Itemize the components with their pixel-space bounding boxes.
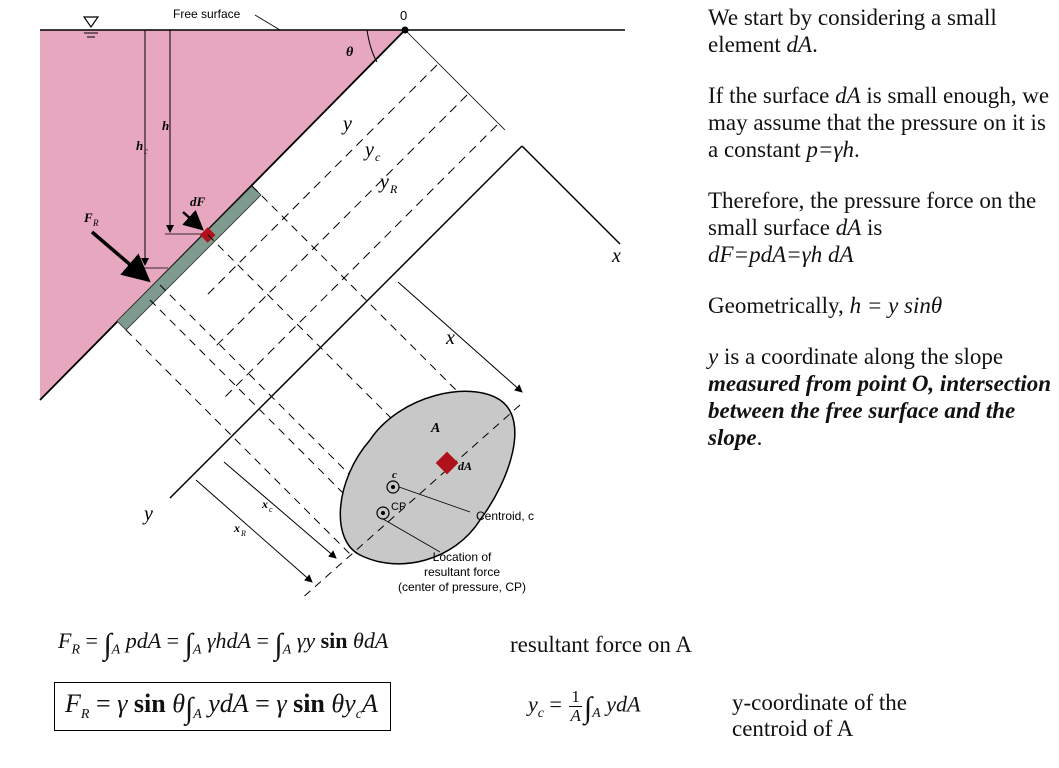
explanation-p3: Therefore, the pressure force on the small surface dA is dF=pdA=γh dA — [708, 188, 1037, 267]
x-axis-label: x — [612, 245, 621, 267]
explanation-p5: y is a coordinate along the slope measured from point O, intersection between the free surface and the slope. — [708, 344, 1052, 450]
location-label-line2: resultant force — [423, 565, 501, 579]
h-label: h — [162, 118, 170, 133]
explanation-p1: We start by considering a small element dA. — [708, 5, 997, 57]
xc-label — [261, 497, 273, 514]
svg-text:y: y — [380, 171, 389, 193]
explanation-text — [708, 4, 1053, 475]
y-label: y — [343, 113, 352, 135]
dF-label: dF — [190, 194, 206, 209]
area-A-label: A — [431, 421, 441, 436]
centroid-equation: $y_c$ = $\frac{1}{A}$ $\int_A$ ydA — [528, 687, 641, 725]
centroid-note: y-coordinate of the centroid of A — [732, 690, 907, 741]
x-dimension — [398, 282, 522, 392]
x-dim-label: x — [446, 327, 455, 349]
resultant-force-equation: $F_R = \int_A$ pdA = $\int_A$ $\gamma hdA = \int_A$ γy sin θdA — [58, 628, 389, 661]
projection-line-1 — [252, 186, 458, 392]
free-surface-leader — [255, 15, 280, 30]
svg-text:R: R — [390, 182, 398, 196]
svg-text:F: F — [84, 210, 93, 225]
svg-text:x: x — [234, 521, 240, 535]
resultant-force-note: resultant force on A — [510, 632, 693, 657]
explanation-p2: If the surface dA is small enough, we may assume that the pressure on it is a constant p=γh. — [708, 83, 1050, 162]
xc-dimension — [224, 462, 336, 558]
svg-text:y: y — [365, 139, 374, 161]
x-axis — [522, 146, 620, 244]
svg-text:c: c — [269, 505, 273, 514]
explanation-p4: Geometrically, h = y sinθ — [708, 293, 943, 318]
svg-text:R: R — [93, 218, 99, 228]
svg-text:c: c — [144, 146, 148, 156]
origin-label: 0 — [400, 8, 408, 23]
xR-label — [233, 521, 246, 538]
theta-label: θ — [346, 45, 354, 60]
xR-dimension — [196, 480, 312, 582]
location-label-line1: Location of — [432, 550, 492, 564]
centroid-label: Centroid, c — [476, 509, 535, 523]
plane-area-A — [340, 391, 515, 564]
c-label: c — [392, 469, 397, 481]
svg-text:x: x — [262, 497, 268, 511]
yR-label — [378, 171, 398, 196]
location-label-line3: (center of pressure, CP) — [397, 580, 527, 594]
svg-text:R: R — [241, 529, 246, 538]
resultant-force-boxed-equation: $F_R = \gamma$ $\sin \theta\int_A$ ydA = γ $\sin \theta y_cA$ — [54, 682, 391, 731]
yc-label — [363, 139, 381, 164]
free-surface-label: Free surface — [173, 7, 241, 21]
y-axis-label: y — [144, 503, 153, 525]
CP-label: CP — [391, 501, 407, 513]
origin-extension — [405, 30, 505, 130]
svg-text:h: h — [136, 138, 144, 153]
svg-text:c: c — [375, 150, 381, 164]
dA-label: dA — [458, 459, 473, 473]
